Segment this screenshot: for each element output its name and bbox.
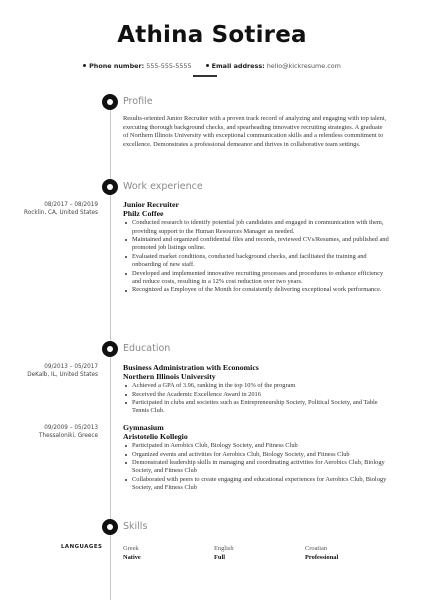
section-marker-icon: [102, 179, 118, 195]
list-item: Recognized as Employee of the Month for consistently delivering exceptional work performance.: [132, 286, 393, 294]
section-title-skills: Skills: [123, 521, 148, 532]
list-item: Participated in clubs and societies such as Entrepreneurship Society, Political Society, and Table Tennis Club.: [132, 399, 393, 416]
language-item: [123, 544, 141, 562]
job-entry: [123, 201, 393, 295]
list-item: Participated in Aerobics Club, Biology Society, and Fitness Club: [132, 442, 393, 450]
degree-title: Business Administration with Economics: [123, 363, 259, 372]
job-location: Rocklin, CA, United States: [24, 210, 98, 217]
list-item: Developed and implemented innovative recruiting processes and procedures to enhance efficiency and reduce costs, resulting in a 12% cost reduction over two years.: [132, 270, 393, 287]
section-marker-icon: [102, 341, 118, 357]
contact-line: [0, 62, 424, 70]
school-name: Aristotelio Kollegio: [123, 431, 188, 441]
education-dates-block: [39, 424, 98, 441]
bullet-dot-icon: [83, 64, 86, 67]
education-dates: 09/2013 – 05/2017: [44, 364, 98, 370]
header-divider: [193, 75, 217, 77]
language-name: Croatian: [305, 545, 328, 552]
section-title-work: Work experience: [123, 181, 203, 192]
job-dates-block: [24, 201, 98, 218]
phone-value: 555-555-5555: [146, 62, 192, 70]
education-dates-block: [27, 363, 98, 380]
language-name: English: [214, 545, 234, 552]
profile-summary: Results-oriented Junior Recruiter with a proven track record of analyzing and engaging with top talent, executing thorough background checks, and spearheading innovative recruiting strategies. A graduate of Northern Illinois University with exceptional communication skills and a relentless commitment to excellence. Demonstrates a professional demeanor and thrives in collaborative team settings.: [123, 115, 387, 148]
section-title-education: Education: [123, 343, 171, 354]
degree-title: Gymnasium: [123, 423, 164, 432]
list-item: Maintained and organized confidential files and records, reviewed CVs/Resumes, and published and promoted job listings online.: [132, 236, 393, 253]
candidate-name: Athina Sotirea: [117, 22, 307, 48]
language-level: Native: [123, 554, 141, 561]
education-entry: [123, 364, 393, 416]
language-item: [305, 544, 338, 562]
education-bullets: [123, 442, 393, 492]
job-bullets: [123, 219, 393, 295]
section-marker-icon: [102, 94, 118, 110]
education-location: DeKalb, IL, United States: [27, 372, 98, 379]
list-item: Organized events and activities for Aerobics Club, Biology Society, and Fitness Club: [132, 451, 393, 459]
list-item: Demonstrated leadership skills in managing and coordinating activities for Aerobics Club, Biology Society, and Fitness Club: [132, 459, 393, 476]
phone-label: Phone number:: [89, 62, 145, 70]
email-label: Email address:: [211, 62, 265, 70]
section-marker-icon: [102, 519, 118, 535]
education-location: Thessaloniki, Greece: [39, 433, 98, 440]
list-item: Achieved a GPA of 3.96, ranking in the top 10% of the program: [132, 382, 393, 390]
languages-label: LANGUAGES: [61, 544, 103, 550]
education-entry: [123, 424, 393, 493]
section-title-profile: Profile: [123, 96, 153, 107]
language-name: Greek: [123, 545, 139, 552]
list-item: Evaluated market conditions, conducted background checks, and facilitated the training and onboarding of new staff.: [132, 253, 393, 270]
job-dates: 08/2017 – 08/2019: [44, 202, 98, 208]
job-company: Philz Coffee: [123, 208, 164, 218]
bullet-dot-icon: [206, 64, 209, 67]
school-name: Northern Illinois University: [123, 371, 216, 381]
job-title: Junior Recruiter: [123, 200, 179, 209]
list-item: Received the Academic Excellence Award in 2016: [132, 391, 393, 399]
education-dates: 09/2009 – 05/2013: [44, 425, 98, 431]
language-item: [214, 544, 234, 562]
language-level: Professional: [305, 554, 339, 561]
list-item: Conducted research to identify potential job candidates and engaged in communication with them, providing support to the Human Resources Manager as needed.: [132, 219, 393, 236]
education-bullets: [123, 382, 393, 416]
email-value: hello@kickresume.com: [266, 62, 341, 70]
list-item: Collaborated with peers to create engaging and educational experiences for Aerobics Club, Biology Society, and Fitness Club: [132, 476, 393, 493]
language-level: Full: [214, 554, 226, 561]
